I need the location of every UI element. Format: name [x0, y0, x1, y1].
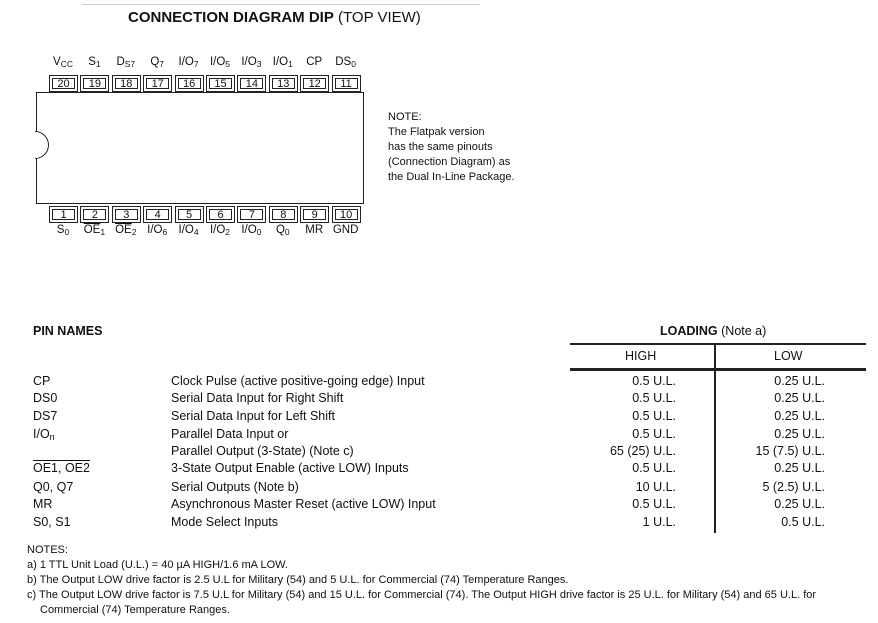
footnotes [27, 543, 867, 618]
pin-label-8: $Q_0$ [275, 224, 290, 237]
pin-13 [269, 75, 298, 92]
top-rule [82, 4, 480, 5]
loading-low: 5 (2.5) U.L. [762, 480, 825, 494]
pin-name: Q0, Q7 [33, 480, 74, 494]
pin-6 [206, 206, 235, 223]
pin-label-2: $\overline{OE}_1$ [83, 224, 106, 237]
pin-label-1: $S_0$ [56, 224, 70, 237]
note-line: has the same pinouts [388, 141, 493, 153]
pin-number: 7 [240, 209, 263, 220]
loading-low: 0.25 U.L. [774, 427, 825, 441]
pin-description: Serial Data Input for Left Shift [171, 409, 335, 423]
pin-description: Asynchronous Master Reset (active LOW) Input [171, 497, 436, 511]
loading-high: 65 (25) U.L. [609, 444, 676, 458]
loading-high: 0.5 U.L. [632, 374, 676, 388]
pin-label-12: CP [306, 56, 323, 68]
loading-note: (Note a) [721, 324, 767, 338]
pin-name: MR [33, 497, 53, 511]
pin-name: $I/O_n$ [33, 427, 55, 442]
pin-1 [49, 206, 78, 223]
pin-5 [175, 206, 204, 223]
pin-label-13: $I/O_1$ [272, 56, 293, 69]
loading-high: 0.5 U.L. [632, 409, 676, 423]
loading-low: 0.25 U.L. [774, 391, 825, 405]
pin-label-14: $I/O_3$ [241, 56, 262, 69]
pin-label-3: $\overline{OE}_2$ [115, 224, 137, 237]
note-b: b) The Output LOW drive factor is 2.5 U.L for Military (54) and 5 U.L. for Commercial (74) Temperature Ranges. [27, 574, 569, 586]
flatpak-note [388, 110, 538, 185]
pin-number: 9 [303, 209, 326, 220]
note-c: c) The Output LOW drive factor is 7.5 U.L for Military (54) and 15 U.L. for Commercial (74). The Output HIGH drive factor is 25 U.L. for Military (54) and 65 U.L. for [27, 589, 817, 601]
pin-number: 6 [209, 209, 232, 220]
pin-name: DS7 [33, 409, 58, 423]
pin-number: 8 [272, 209, 295, 220]
loading-high: 0.5 U.L. [632, 427, 676, 441]
pin-label-19: $S_1$ [88, 56, 101, 69]
pin-label-17: $Q_7$ [150, 56, 165, 69]
pin-name: CP [33, 374, 51, 388]
loading-high: 0.5 U.L. [632, 461, 676, 475]
loading-low: 0.25 U.L. [774, 374, 825, 388]
loading-heading [660, 324, 766, 338]
pin-label-5: $I/O_4$ [178, 224, 199, 237]
pin-name: OE1, OE2 [33, 461, 90, 475]
pin-11 [332, 75, 361, 92]
pin-description: Parallel Data Input or [171, 427, 289, 441]
pin-14 [237, 75, 266, 92]
pin-10 [332, 206, 361, 223]
pin-description: Parallel Output (3-State) (Note c) [171, 444, 354, 458]
note-heading: NOTE: [388, 111, 422, 123]
pin-number: 2 [83, 209, 106, 220]
note-c-continued: Commercial (74) Temperature Ranges. [40, 604, 230, 616]
loading-low: 0.5 U.L. [781, 515, 825, 529]
pin-description: Serial Outputs (Note b) [171, 480, 299, 494]
pin-number: 20 [52, 78, 75, 89]
pin-label-18: $D_{S7}$ [116, 56, 136, 69]
loading-low: 0.25 U.L. [774, 497, 825, 511]
loading-low: 0.25 U.L. [774, 409, 825, 423]
loading-bold: LOADING [660, 324, 718, 338]
pin-number: 18 [115, 78, 138, 89]
pin-label-20: $V_{CC}$ [53, 56, 73, 69]
pin-number: 5 [178, 209, 201, 220]
note-line: The Flatpak version [388, 126, 485, 138]
pin-number: 4 [146, 209, 169, 220]
table-rule-top [570, 343, 866, 345]
page-title [128, 9, 421, 26]
pin-3 [112, 206, 141, 223]
pin-names-heading: PIN NAMES [33, 324, 103, 338]
pin-number: 17 [146, 78, 169, 89]
pin-description: 3-State Output Enable (active LOW) Inputs [171, 461, 409, 475]
pin-7 [237, 206, 266, 223]
pin-number: 1 [52, 209, 75, 220]
pin-name: S0, S1 [33, 515, 71, 529]
pin-number: 11 [335, 78, 358, 89]
title-bold: CONNECTION DIAGRAM DIP [128, 9, 334, 26]
pin-19 [80, 75, 109, 92]
pin-17 [143, 75, 172, 92]
pin-number: 14 [240, 78, 263, 89]
pin-label-6: $I/O_2$ [209, 224, 231, 237]
pin-label-4: $I/O_6$ [147, 224, 168, 237]
loading-high: 0.5 U.L. [632, 391, 676, 405]
pin-label-9: MR [305, 224, 324, 236]
dip-package-body [36, 92, 364, 204]
loading-low: 15 (7.5) U.L. [755, 444, 825, 458]
pin-label-10: GND [332, 224, 359, 236]
pin-label-7: $I/O_0$ [241, 224, 262, 237]
pin-label-16: $I/O_7$ [178, 56, 199, 69]
title-normal: (TOP VIEW) [338, 9, 421, 26]
pin-number: 13 [272, 78, 295, 89]
column-header-high: HIGH [625, 349, 657, 363]
pin-16 [175, 75, 204, 92]
pin-number: 19 [83, 78, 106, 89]
pin-number: 16 [178, 78, 201, 89]
pin-9 [300, 206, 329, 223]
pin-12 [300, 75, 329, 92]
pin-4 [143, 206, 172, 223]
loading-high: 10 U.L. [635, 480, 676, 494]
pin-label-11: $DS_0$ [335, 56, 356, 69]
pin-description: Mode Select Inputs [171, 515, 279, 529]
pin-label-15: $I/O_5$ [209, 56, 231, 69]
loading-high: 1 U.L. [642, 515, 676, 529]
pin-number: 15 [209, 78, 232, 89]
pin-number: 12 [303, 78, 326, 89]
table-rule-header [570, 368, 866, 371]
pin-8 [269, 206, 298, 223]
pin-20 [49, 75, 78, 92]
column-header-low: LOW [774, 349, 803, 363]
pin-description: Clock Pulse (active positive-going edge) Input [171, 374, 425, 388]
note-a: a) 1 TTL Unit Load (U.L.) = 40 µA HIGH/1.6 mA LOW. [27, 559, 288, 571]
pin-2 [80, 206, 109, 223]
pin-number: 3 [115, 209, 138, 220]
loading-low: 0.25 U.L. [774, 461, 825, 475]
pin-name: DS0 [33, 391, 58, 405]
pin-15 [206, 75, 235, 92]
note-line: the Dual In-Line Package. [388, 171, 515, 183]
pin-description: Serial Data Input for Right Shift [171, 391, 344, 405]
notes-heading: NOTES: [27, 544, 68, 556]
pin-number: 10 [335, 209, 358, 220]
loading-high: 0.5 U.L. [632, 497, 676, 511]
pin-18 [112, 75, 141, 92]
note-line: (Connection Diagram) as [388, 156, 511, 168]
